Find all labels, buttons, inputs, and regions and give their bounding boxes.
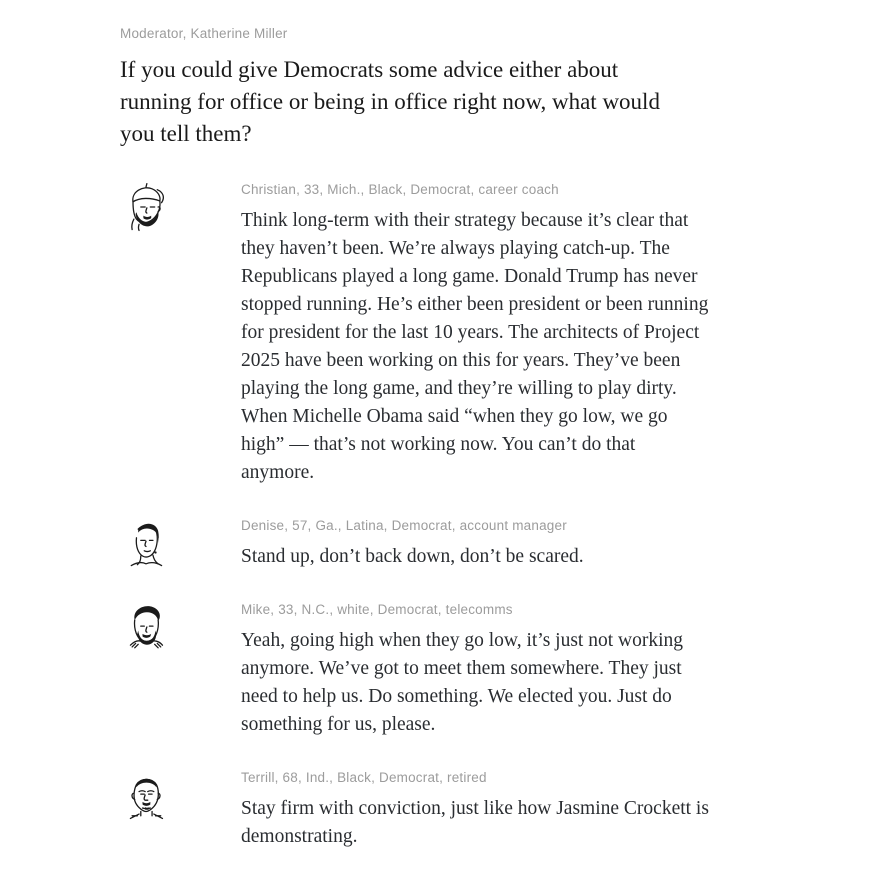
participant-quote: Yeah, going high when they go low, it’s just not working anymore. We’ve got to meet them somewhere. They just need to help us. Do something. We elected you. Just do something for us, please.: [241, 630, 683, 735]
response-christian: [120, 178, 892, 487]
avatar-terrill-illustration: [120, 767, 172, 823]
participant-attribution: Denise, 57, Ga., Latina, Democrat, account manager: [241, 518, 567, 533]
participant-attribution: Mike, 33, N.C., white, Democrat, telecomms: [241, 602, 513, 617]
participant-quote: Think long-term with their strategy because it’s clear that they haven’t been. We’re always playing catch-up. The Republicans played a long game. Donald Trump has never stopped running. He’s either been president or been running for president for the last 10 years. The architects of Project 2025 have been working on this for years. They’ve been playing the long game, and they’re willing to play dirty. When Michelle Obama said “when they go low, we go high” — that’s not working now. You can’t do that anymore.: [241, 210, 709, 483]
moderator-label: Moderator, Katherine Miller: [120, 26, 288, 41]
response-denise: [120, 514, 892, 571]
participant-attribution: Terrill, 68, Ind., Black, Democrat, retired: [241, 770, 487, 785]
participant-quote: Stay firm with conviction, just like how Jasmine Crockett is demonstrating.: [241, 798, 709, 847]
response-mike: [120, 598, 892, 739]
avatar-christian-illustration: [120, 179, 172, 235]
response-terrill: [120, 766, 892, 851]
participant-quote: Stand up, don’t back down, don’t be scared.: [241, 546, 584, 567]
moderator-question: If you could give Democrats some advice either about running for office or being in office right now, what would you tell them?: [120, 57, 660, 146]
avatar-denise-illustration: [120, 515, 172, 571]
participant-attribution: Christian, 33, Mich., Black, Democrat, career coach: [241, 182, 559, 197]
avatar-mike-illustration: [120, 599, 172, 655]
